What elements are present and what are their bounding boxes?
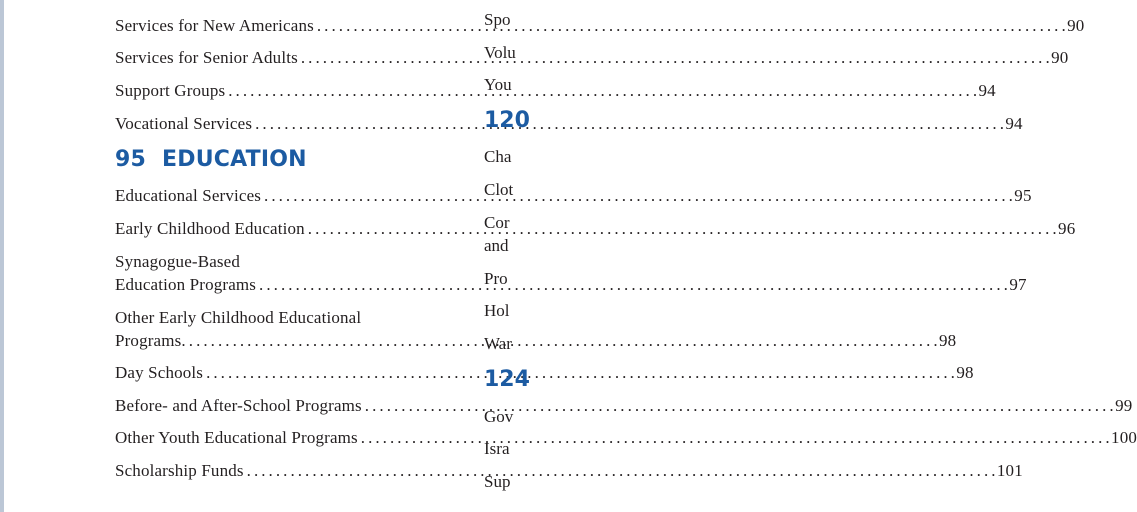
- section-title: EDUCATION: [162, 147, 307, 172]
- toc-entry-fragment[interactable]: Sup: [484, 472, 511, 491]
- section-heading-fragment[interactable]: 124: [484, 367, 530, 392]
- toc-entry-label-line1: Other Early Childhood Educational: [115, 308, 362, 327]
- dot-leader: [259, 273, 1007, 296]
- page-edge: [0, 0, 4, 512]
- section-number: 95: [115, 147, 147, 172]
- toc-entry-page: 98: [939, 331, 957, 350]
- toc-entry-page: 96: [1058, 219, 1076, 238]
- dot-leader: [264, 184, 1012, 207]
- toc-entry-fragment[interactable]: and: [484, 236, 509, 255]
- toc-entry-fragment[interactable]: Clot: [484, 180, 514, 199]
- dot-leader: [317, 14, 1065, 37]
- toc-entry-label: Other Youth Educational Programs: [115, 428, 358, 447]
- toc-entry-label: Support Groups: [115, 81, 226, 100]
- section-heading-fragment[interactable]: 120: [484, 108, 530, 133]
- toc-entry-page: 98: [956, 363, 974, 382]
- toc-entry-fragment[interactable]: Hol: [484, 301, 510, 320]
- toc-entry-page: 97: [1009, 275, 1027, 294]
- toc-entry-page: 95: [1014, 186, 1032, 205]
- toc-entry-fragment[interactable]: War: [484, 334, 512, 353]
- dot-leader: [361, 426, 1109, 449]
- dot-leader: [247, 459, 995, 482]
- toc-entry-label: Scholarship Funds: [115, 461, 244, 480]
- dot-leader: [365, 394, 1113, 417]
- dot-leader: [255, 112, 1003, 135]
- toc-entry-page: 101: [996, 461, 1023, 480]
- toc-entry-label: Services for New Americans: [115, 16, 314, 35]
- toc-entry-label: Vocational Services: [115, 114, 253, 133]
- dot-leader: [189, 329, 937, 352]
- toc-entry[interactable]: [115, 250, 1027, 296]
- toc-entry-label: Programs.: [115, 331, 186, 350]
- dot-leader: [228, 79, 976, 102]
- toc-entry-label: Education Programs: [115, 275, 257, 294]
- toc-entry-fragment[interactable]: Spo: [484, 10, 511, 29]
- toc-entry-fragment[interactable]: Gov: [484, 407, 514, 426]
- toc-entry-page: 94: [1005, 114, 1023, 133]
- toc-entry-fragment[interactable]: Cor: [484, 213, 510, 232]
- toc-entry-page: 90: [1067, 16, 1085, 35]
- dot-leader: [206, 361, 954, 384]
- section-heading[interactable]: [115, 147, 307, 173]
- toc-entry-fragment[interactable]: Isra: [484, 439, 510, 458]
- toc-entry-fragment[interactable]: Pro: [484, 269, 508, 288]
- toc-entry-label: Early Childhood Education: [115, 219, 305, 238]
- toc-entry-page: 90: [1051, 48, 1069, 67]
- toc-entry-label: Services for Senior Adults: [115, 48, 298, 67]
- dot-leader: [301, 46, 1049, 69]
- toc-entry-page: 94: [978, 81, 996, 100]
- toc-entry-label-line1: Synagogue-Based: [115, 252, 241, 271]
- toc-entry-label: Before- and After-School Programs: [115, 396, 362, 415]
- toc-entry-fragment[interactable]: Cha: [484, 147, 512, 166]
- toc-entry-fragment[interactable]: You: [484, 75, 512, 94]
- dot-leader: [308, 217, 1056, 240]
- toc-entry-label: Educational Services: [115, 186, 262, 205]
- toc-entry-fragment[interactable]: Volu: [484, 43, 516, 62]
- toc-entry-page: 99: [1115, 396, 1133, 415]
- toc-entry-label: Day Schools: [115, 363, 204, 382]
- toc-entry-page: 100: [1111, 428, 1137, 447]
